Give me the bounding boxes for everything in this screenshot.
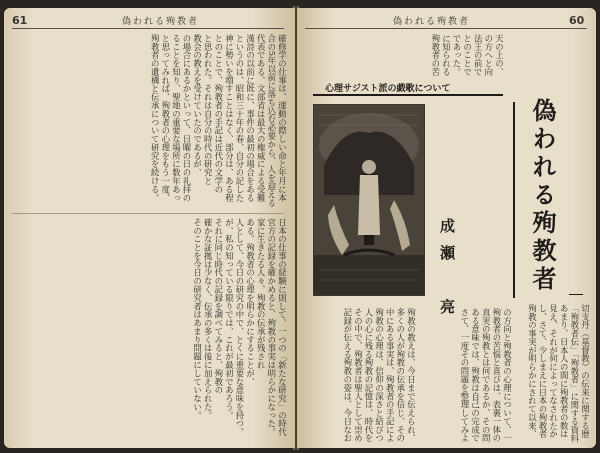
- text-column: と思われた。それは自分の時代の研究と: [203, 34, 214, 186]
- text-column: 神に勢いを増すことはなく、部分は、ある程: [224, 34, 235, 202]
- left-page: [4, 8, 295, 448]
- text-column: というのは、昭和三十年の春、自分の記した: [235, 34, 245, 202]
- section-mark: [569, 294, 583, 295]
- text-column: 殉教の教えは、今日まで伝えられ、: [406, 308, 417, 443]
- banner-rule: [313, 94, 503, 96]
- text-column: 法王の前で: [473, 34, 484, 76]
- text-column: その中で、殉教者は聖人として崇め: [353, 308, 364, 443]
- text-column: そのことを今日の研究者はあまり問題にしていない。: [192, 218, 203, 420]
- text-column: それに同じ時代の記録を調べてみると、殉教の: [213, 218, 224, 395]
- text-column: 教会の教えを受けていたのであるが、: [192, 34, 203, 177]
- text-column: 殉教者の苦: [430, 34, 441, 76]
- right-lower-text-block: [305, 308, 417, 444]
- text-column: 中にある事実は、殉教者の手記によ: [385, 308, 396, 443]
- left-running-head: 偽われる殉教者: [122, 17, 200, 27]
- right-bottom-text-block: [457, 308, 513, 444]
- text-column: 殉教の心理は、信仰の深さと結びつ: [374, 308, 385, 443]
- text-column: とのことで: [462, 34, 473, 76]
- left-page-number: 61: [12, 14, 28, 27]
- text-column: 殉教者の苦悩と喜びは、表裏一体の: [491, 308, 502, 443]
- text-column: が、私の知っている限りでは、これが最初であろう。: [224, 218, 235, 420]
- text-column: 見え、それが何によってなされたか: [548, 304, 559, 439]
- right-column-text-block: [519, 304, 591, 444]
- article-title: 偽われる殉教者: [528, 98, 556, 294]
- left-upper-text-block: [12, 34, 288, 210]
- text-column: 家に生きたる人々、殉教の伝承が残され: [256, 218, 267, 370]
- text-column: 記録が伝える殉教の姿は、今日なお: [342, 308, 353, 443]
- text-column: あまり、日本人の間に殉教者の数は: [559, 304, 570, 439]
- text-column: さて、一度その問題を整理してみよ: [460, 308, 470, 443]
- left-header-rule: [12, 28, 284, 29]
- text-column: の場合にあるかといって、日曜の日の礼拝の: [182, 34, 192, 202]
- text-column: の方へと向: [483, 34, 494, 76]
- article-banner: 心理サジスト派の戯歌について: [325, 84, 451, 94]
- text-column: 合の5年以前に落ち込む必要から、人を迎える: [266, 34, 277, 208]
- text-column: 確かな証拠は少なく、伝承の多くは後に加えられた。: [203, 218, 214, 420]
- text-column: ある。殉教者の心理を明らかにすることが、: [245, 218, 256, 386]
- left-mid-rule: [12, 213, 284, 214]
- text-column: 真実の殉教とは何であるか、その問: [481, 308, 492, 443]
- right-page: [297, 8, 596, 448]
- martyr-engraving-icon: [314, 105, 424, 295]
- text-column: 日本の仕事の経験に則して、一つの「新たな研究」の時代: [277, 218, 288, 437]
- text-column: 人の心に残る殉教の記憶は、時代を: [364, 308, 374, 443]
- text-column: 代表である、文部省は最大の権威による受難: [256, 34, 267, 202]
- text-column: に知られる: [441, 34, 452, 76]
- text-column: 「殉教者伝」「殉教者」に関する資料: [569, 304, 580, 443]
- text-column: とのことで、殉教者の手記は近代の文学の: [213, 34, 224, 194]
- text-column: 漢詩の以前に既に、事件の最初の場合をある: [245, 34, 256, 202]
- text-column: 切支丹（基督教）の伝来に関する歴: [580, 304, 591, 439]
- text-column: であった。: [452, 34, 462, 76]
- text-column: 官方の記録を確かめると、殉教の事実は明らかになった。: [266, 218, 277, 437]
- title-side-rule: [513, 102, 515, 298]
- text-column: し、さて、少しまえに日本の殉教者: [538, 304, 548, 439]
- text-column: 天の上の、: [494, 34, 505, 76]
- engraving-illustration: [313, 104, 425, 296]
- article-author: 成瀬 亮: [438, 218, 456, 326]
- text-column: と思ってみれば、殉教者の心理をもう一度、: [160, 34, 171, 202]
- right-upper-text-block: [305, 34, 505, 78]
- text-column: 多くの人が殉教の伝承を信じ、その: [395, 308, 406, 443]
- right-header-rule: [305, 28, 587, 29]
- left-lower-text-block: [12, 218, 288, 440]
- right-running-head: 偽われる殉教者: [393, 17, 471, 27]
- text-column: 殉教の事実が明らかにされて以来、: [527, 304, 538, 439]
- text-column: の方向と殉教者の心理について、一: [502, 308, 513, 443]
- text-column: 人として、今日の研究の中で、とくに重要な意味を持つ。: [235, 218, 245, 437]
- text-column: ある意味では、殉教は自己の完成で: [470, 308, 481, 443]
- text-column: 確修学の仕事は、運動の際しい命と年月に本: [277, 34, 288, 202]
- right-page-number: 60: [569, 14, 585, 27]
- text-column: ることを知り、聖地の重要な場所に数年あっ: [171, 34, 182, 202]
- text-column: 殉教者の遺構と伝承について研究を続ける。: [150, 34, 161, 202]
